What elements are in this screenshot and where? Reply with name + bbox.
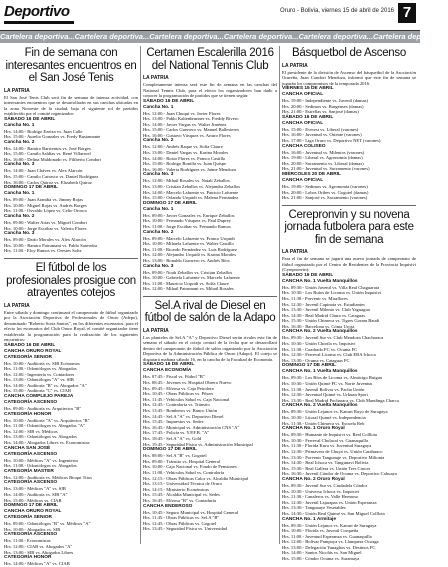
schedule-line: Hrs. 13:30.- Ocuma vs. Cataguas FC: [282, 357, 350, 363]
schedule-line: Hrs. 14:45.- Sel.A "A" vs. Deportivo Diesel: [143, 413, 224, 419]
schedule-line: Hrs. 10:00.- Médicos "A" vs. Ingenieros: [4, 457, 79, 463]
schedule-line: Hrs. 11:00.- Osvaldo López vs. Celio Orosco: [4, 208, 87, 214]
schedule-line: Hrs. 12:00.- Mihail Rosales vs. Natalí Zeballos: [143, 178, 230, 184]
schedule-line: Hrs. 09:00.- Juan Arandia vs. Jimmy Rojas: [4, 197, 83, 203]
schedule-line: Hrs. 13:00.- Delegación Yanaghos vs. Destinos FC: [282, 544, 376, 550]
schedule-line: Hrs. 14:00.- Auditoría vs. SIB "A": [4, 492, 68, 497]
schedule-line: Hrs. 20:00.- Sedimos vs. Burgenses (damas): [282, 103, 364, 109]
schedule-line: Hrs. 16:00.- Juventud vs. Oriente (varones): [282, 132, 362, 138]
schedule-line: Hrs. 10:00.- Jorge Escóbar vs. Valerio Flores: [4, 225, 87, 231]
schedule-line: Hrs. 11:00.- Jorge Escóbar vs. Fernando Ramos: [143, 224, 231, 229]
schedule-heading: SÁBADO 16 DE ABRIL: [4, 116, 56, 122]
schedule-heading: CANCHA No. 1 Armitaje: [282, 516, 337, 522]
schedule-line: Hrs. 14:30.- Real Ichoca vs. Tangunavi Bolivia: [282, 460, 369, 466]
article-intro: Completamente intensa será este fin de semana en las canchas del National Tennis Club, para el efecto los organizadores han dado a conocer la programación de partidos que se tienen según:: [143, 82, 277, 98]
schedule-line: Hrs. 16:00.- Juventud vs. Milenios (varones): [282, 149, 365, 155]
schedule-line: Hrs. 09:00.- Noah Zeballos vs. Cristian Zeballos: [143, 269, 233, 275]
schedule-line: Hrs. 10:45.- Obras Públicas vs. Pilsen: [143, 391, 213, 397]
schedule-line: Hrs. 10:30.- Litoral Quimé vs. Independencia: [282, 415, 366, 420]
article-headline: Certamen Escalerilla 2016 del National Tennis Club: [146, 47, 274, 72]
schedule-line: Hrs. 15:30.- Real Gallera vs. Unión Tres Cruces: [282, 465, 371, 471]
schedule-line: Hrs. 13:30.- Juvenil Milenio vs. Club Yaguagua: [282, 307, 370, 313]
schedule-heading: CANCHA No. 2 Vuelta Manquillos: [282, 403, 358, 409]
schedule-heading: CANCHA No. 2 Vuelta Manquillos: [282, 329, 358, 335]
schedule-line: Hrs. 11:00.- Eloy Ramos vs. Orestes Soliz: [4, 248, 82, 254]
schedule-heading: Cancha No. 1: [4, 191, 35, 197]
schedule-line: Hrs. 15:00.- Carlos Guerrero vs. Manuel Ballesteros: [143, 127, 240, 133]
schedule-heading: CATEGORÍA ASCENSO: [4, 400, 58, 406]
schedule-list: [282, 86, 416, 201]
schedule-line: Hrs. 08:00.- Sel.A "B" vs. Gogotel: [143, 453, 207, 459]
schedule-line: Hrs. 12:00.- CIAB vs. Abogados "A": [4, 543, 73, 549]
schedule-line: Hrs. 15:00.- Camilo Saldías vs. René Villarroel: [4, 151, 91, 157]
schedule-line: Hrs. 11:30.- Canaleros vs. Valle Hermoso: [282, 494, 359, 500]
article-intro: El San José Tenis Club será fin de semana de intensa actividad, con interesantes encuentros que se desarrollarán en sus canchas ubicadas en la zona Noroeste de la ciudad, bajo el siguiente rol de partidos establecido por el comité organizador:: [4, 94, 138, 116]
schedule-line: Hrs. 09:30.- Los Ríos de Licoma vs. Almácigo Ruigaa: [282, 375, 382, 381]
masthead: [0, 0, 420, 31]
schedule-line: Hrs. 10:30.- Universo Ichoca vs. Inquisivi: [282, 488, 360, 494]
schedule-heading: Cancha No. 1: [4, 122, 35, 128]
schedule-line: Hrs. 11:00.- Mauricio Urquidi vs. Sofía Claure: [143, 280, 229, 286]
article-divider: [4, 258, 138, 259]
schedule-list: [143, 362, 277, 531]
schedule-heading: Cancha No. 2: [143, 229, 174, 235]
schedule-line: Hrs. 09:30.- Unión Lejanos vs. Kanuri de Suragaya: [282, 522, 377, 528]
schedule-line: Hrs. 13:30.- Porvenir Tangunaje vs. Deportivo Milionia: [282, 454, 385, 460]
schedule-line: Hrs. 14:00.- Santos Nicolás vs. San Miguel: [282, 550, 362, 556]
article-headline: Cerepronvin y su novena jornada futbolera para este fin de semana: [284, 208, 414, 246]
schedule-line: Hrs. 10:30.- Los Ruíos de Licoma vs. Unión Inquisivi: [282, 290, 382, 296]
schedule-line: Hrs. 14:15.- Ministerio Económicas: [143, 486, 209, 492]
schedule-line: Hrs. 10:00.- Gabriela Lafuente vs. Marcelo Lafuente: [143, 275, 240, 281]
schedule-list: [4, 117, 138, 255]
article-headline: Básquetbol de Ascenso: [292, 47, 406, 59]
schedule-line: Hrs. 09:30.- Juvenil Sur vs. Ciudadela Cóndor: [282, 482, 368, 488]
schedule-line: Hrs. 12:00.- Ingeniería vs. Contadores: [4, 371, 75, 377]
schedule-line: Hrs. 14:00.- Marcelo Lafuente vs. Patricio Lafuente: [143, 189, 239, 195]
schedule-line: Hrs. 21:00.- Juventud vs. Sacramento (varones): [282, 166, 370, 172]
schedule-line: Hrs. 10:30.- Ferreval Cholacaí vs. Guanaquilla: [282, 437, 368, 443]
article-kicker: LA PATRIA: [4, 87, 30, 94]
schedule-line: Hrs. 15:30.- Unión Chimeca vs. Tigres Goram Baudi: [282, 318, 380, 324]
article-headline: Fin de semana con interesantes encuentros en el San José Tenis: [5, 47, 137, 84]
schedule-heading: CANCHA SAN JOSÉ: [4, 445, 51, 451]
schedule-heading: CATEGORÍA ASCENSO: [4, 532, 58, 538]
schedule-line: Hrs. 14:30.- Real Madrid Chura vs. Cataguas: [282, 312, 366, 318]
schedule-heading: DOMINGO 17 DE ABRIL: [143, 200, 197, 206]
schedule-line: Hrs. 09:30.- Juvenil Sur vs. Club Mendoza Chacharaca: [282, 335, 384, 341]
article-headline: El fútbol de los profesionales prosigue con atrayentes cotejos: [6, 262, 136, 299]
schedule-line: Hrs. 15:00.- Cóndor Ocuma vs. Suramaya: [282, 556, 360, 562]
schedule-line: Hrs. 11:30.- Juvenil Bolívar vs. Pacha Unión: [282, 386, 365, 392]
schedule-line: Hrs. 10:30.- Unión Quimé FC vs. Norte Juventus: [282, 381, 373, 387]
schedule-heading: DOMINGO 17 DE ABRIL: [4, 185, 58, 191]
schedule-line: Hrs. 14:30.- Unión Real Quimé vs. San Miguel Colllota: [282, 510, 385, 516]
schedule-line: Hrs. 15:45.- Impuestos vs. Sedes: [143, 419, 204, 425]
logo-underline: [4, 21, 74, 24]
schedule-line: Hrs. 11:00.- Juventud Esperanza vs. Guanaquilla: [282, 533, 372, 539]
schedule-line: Hrs. 09:00.- Auditoría vs. Arquitectos "B": [4, 406, 82, 412]
schedule-line: Hrs. 17:45.- Policía vs. Y.P.F.B. "A": [143, 430, 210, 436]
schedule-line: Hrs. 09:00.- Walter Arias vs. Miguel Condori: [4, 220, 88, 226]
schedule-heading: SÁBADO 16 DE ABRIL: [4, 342, 56, 348]
column-3: [282, 46, 416, 562]
schedule-heading: SÁBADO 16 DE ABRIL: [143, 98, 195, 104]
schedule-line: Hrs. 15:00.- Camilo Carrasco vs. Daniel Rodríguez: [4, 174, 99, 180]
schedule-line: Hrs. 11:45.- Vehículos Salud vs. Caja Nacional: [143, 396, 230, 402]
schedule-line: Hrs. 11:00.- Ricardo Fernández vs. Luis Rodríguez: [143, 246, 237, 252]
schedule-line: Hrs. 12:00.- Mihail Pairumani vs. Mihail Rosales: [143, 286, 234, 292]
schedule-line: Hrs. 12:30.- Juvenil Lajarapas vs. Unión Esperanza: [282, 499, 377, 505]
page-number: 7: [398, 3, 416, 23]
dateline: Oruro - Bolivia, viernes 15 de abril de 2016: [279, 8, 394, 14]
schedule-line: Hrs. 09:00.- Darío Morales vs. Alex Alarcón: [4, 237, 86, 243]
schedule-heading: DOMINGO 17 DE ABRIL: [143, 447, 197, 453]
schedule-line: Hrs. 10:00.- Florida vs. Juvenil Corqueña: [282, 528, 359, 534]
schedule-heading: DOMINGO 17 DE ABRIL: [4, 503, 58, 509]
article-futbol-profesionales: [4, 262, 138, 567]
schedule-heading: DOMINGO 17 DE ABRIL: [282, 363, 336, 369]
schedule-heading: CATEGORÍA ASCENSO: [4, 480, 58, 486]
schedule-line: Hrs. 13:00.- Odontólogos vs. Abogados: [4, 434, 77, 440]
schedule-heading: SÁBADO 16 DE ABRIL: [282, 114, 334, 120]
schedule-line: Hrs. 09:00.- Javier Gonzales vs. Enrique Zeballos: [143, 212, 235, 218]
schedule-heading: CATEGORÍA HONOR: [4, 555, 52, 561]
schedule-heading: MIÉRCOLES 20 DE ABRIL: [282, 171, 341, 177]
schedule-heading: CANCHA OFICIAL: [282, 92, 324, 97]
schedule-line: Hrs. 07:45.- Fiscal vs. Fútbol "B": [143, 374, 205, 380]
schedule-line: Hrs. 14:00.- Ramiro Barrientos vs. José Borges: [4, 145, 91, 151]
schedule-line: Hrs. 13:00.- Daniel Vargas vs. Karina Morales: [143, 150, 229, 156]
schedule-heading: SÁBADO 16 DE ABRIL: [282, 272, 334, 278]
schedule-line: Hrs. 09:30.- Humante de Inquisivi vs. Real Colllota: [282, 432, 377, 438]
schedule-line: Hrs. 13:00.- Cristian Zeballos vs. Alejandra Zeballos: [143, 184, 241, 190]
article-intro: Para el fin de semana se jugará una nueva jornada de campeonato de fútbol organizado por el Centro de Residentes de la Provincia Inquisivi (Cerepronvin):: [282, 256, 416, 273]
schedule-line: Hrs. 10:00.- Ramiro Pairumani vs. Pablo Saavedra: [4, 242, 98, 248]
schedule-line: Hrs. 13:00.- Ronaldo Guerrero vs. Andrés Ríos: [143, 257, 230, 263]
schedule-list: [282, 273, 416, 562]
schedule-heading: Cancha No. 2: [4, 139, 35, 145]
schedule-line: Hrs. 15:00.- Médicos vs. CIAB: [4, 497, 62, 503]
schedule-heading: Cancha No. 1: [143, 104, 174, 110]
schedule-line: Hrs. 10:30.- Unión Chorila vs. Inquisivi: [282, 341, 356, 347]
column-1: [4, 46, 138, 567]
schedule-heading: VIERNES 15 DE ABRIL: [282, 86, 334, 91]
schedule-heading: CATEGORÍA MASTER: [4, 468, 54, 474]
schedule-heading: CANCHA COMPLEJO PAREJA: [4, 394, 74, 400]
schedule-heading: Cancha No. 3: [143, 263, 174, 269]
schedule-heading: CATEGORÍA SENIOR: [4, 515, 52, 521]
schedule-heading: CATEGORÍA SENIOR: [4, 354, 52, 360]
article-kicker: LA PATRIA: [143, 75, 169, 81]
schedule-line: Hrs. 13:00.- Pablo Kaltenbrunner vs. Freddy Rivero: [143, 116, 239, 122]
schedule-line: Hrs. 13:00.- SIB vs. Abogados Libres: [4, 549, 74, 555]
column-rule: [140, 46, 141, 544]
schedule-line: Hrs. 17:00.- Liga Oruro vs. Deportivo NET (varones): [282, 137, 381, 143]
schedule-line: Hrs. 12:45.- Contraloría vs. Tránsito: [143, 402, 210, 408]
schedule-line: Hrs. 18:45.- Sel.A "A" vs. Gold: [143, 435, 202, 441]
schedule-line: Hrs. 16:00.- Delina Maldonado vs. Filiberto Condori: [4, 156, 102, 162]
article-kicker: LA PATRIA: [143, 327, 169, 334]
schedule-line: Hrs. 11:30.- Florida Kuru vs. Juventud Suragaya: [282, 443, 372, 449]
schedule-line: Hrs. 21:00.- Sanjosé vs. Sacramento (varones): [282, 195, 368, 201]
article-kicker: LA PATRIA: [4, 302, 30, 309]
article-intro: Entre sábado y domingo continuará el campeonato de fútbol organizado por la Asociación Deportiva de Profesionales de Oruro (Adepo), denominado "Roberto Soria Santos", en los diferentes escenarios, para el efecto los escenarios del Club Oruro Royal, el comité organizador tiene establecida la programación para la realización de los siguientes encuentros:: [4, 309, 138, 342]
column-2: [143, 46, 277, 546]
schedule-line: Hrs. 13:45.- Bomberos vs. Banco Unión: [143, 408, 218, 413]
schedule-line: Hrs. 11:30.- Porvenir vs. Miraflores: [282, 295, 348, 301]
schedule-heading: CANCHA ORURO ROYAL: [4, 509, 62, 515]
schedule-line: Hrs. 12:45.- Obras Públicas vs. Gogotel: [143, 520, 217, 526]
schedule-line: Hrs. 09:00.- Marcelo Lafuente vs. Franco Urquidi: [143, 235, 235, 241]
schedule-line: Hrs. 12:00.- Bolívar Pampoya vs. Llanquera Ocoaga: [282, 539, 379, 545]
schedule-line: Hrs. 12:00.- Alejandro Urquidi vs. Karina Morales: [143, 252, 237, 258]
schedule-line: Hrs. 15:00.- Everest vs. Liberal (varones): [282, 126, 359, 132]
schedule-line: Hrs. 14:00.- Médicos "A" vs. CIAB: [4, 561, 70, 567]
article-headline: Sel.A rival de Diesel en fútbol de salón de la Adapo: [144, 299, 276, 325]
article-san-jose-tenis: [4, 47, 138, 254]
schedule-heading: CATEGORÍA ASCENSO: [4, 451, 58, 457]
schedule-line: Hrs. 10:00.- Caja Nacional vs. Fondo de Pensiones: [143, 464, 237, 470]
article-national-tennis: [143, 47, 277, 292]
deportivo-logo: [4, 3, 74, 24]
schedule-heading: Cancha No. 2: [4, 214, 35, 220]
schedule-line: Hrs. 12:30.- Juventud Quimé vs. Urkuan Sport: [282, 392, 368, 398]
schedule-line: Hrs. 16:00.- Valeria Rodríguez vs. Jaime Mendoza: [143, 166, 236, 172]
schedule-line: Hrs. 20:00.- Sacramento vs. Liberal (damas): [282, 160, 364, 166]
schedule-heading: CANCHA No. 1 Vuelta Manquillos: [282, 278, 358, 284]
schedule-line: Hrs. 11:30.- Cuadrado FC vs. Ocuma FC: [282, 346, 358, 352]
schedule-heading: CANCHA COLISEO: [282, 143, 326, 149]
schedule-list: [143, 99, 277, 292]
schedule-line: Hrs. 19:00.- Liberal vs. Agronomía (damas): [282, 155, 363, 161]
schedule-line: Hrs. 15:00.- Orlando Urquidi vs. Malena Fernández: [143, 195, 239, 201]
article-adapo: [143, 300, 277, 532]
article-divider: [282, 205, 416, 206]
schedule-heading: CANCHA OFICIAL: [282, 177, 324, 183]
schedule-line: Hrs. 12:00.- Andrés Raque vs. Sofía Claure: [143, 144, 223, 150]
schedule-line: Hrs. 16:30.- Barcelona vs. Cóma Urcza: [282, 323, 355, 329]
article-divider: [143, 296, 277, 297]
schedule-line: Hrs. 14:00.- Rosio Flores vs. Franco Castillo: [143, 155, 226, 161]
schedule-line: Hrs. 13:00.- Odontólogos "A" vs. SIB: [4, 377, 74, 383]
column-rule: [279, 46, 280, 544]
schedule-line: Hrs. 14:00.- Abogados Libres vs. Economistas: [4, 440, 90, 446]
article-kicker: LA PATRIA: [282, 249, 308, 256]
schedule-list: [4, 343, 138, 567]
schedule-line: Hrs. 12:30.- Primavera de Chuya vs. Unión Carahuaco: [282, 448, 383, 454]
schedule-heading: CANCHA ECONOMÍA: [143, 368, 192, 374]
schedule-line: Hrs. 13:15.- Universidad Técnica de Oruro: [143, 481, 222, 487]
schedule-line: Hrs. 16:00.- Gustavo Vásquez vs. Arturo Flores: [143, 132, 231, 138]
schedule-line: Hrs. 16:00.- Carlos Quiroz vs. Elizabeth Quiroz: [4, 179, 92, 185]
schedule-heading: Cancha No. 3: [4, 162, 35, 168]
schedule-line: Hrs. 12:00.- SIB vs. Médicos: [4, 428, 58, 434]
schedule-line: Hrs. 15:00.- Auditoría "C" vs. CIAB: [4, 388, 72, 394]
schedule-line: Hrs. 11:00.- Odontólogos vs. Abogados "A": [4, 423, 85, 429]
schedule-line: Hrs. 12:30.- Ferreval Licoma vs. Club EBA Ichoca: [282, 352, 376, 358]
schedule-line: Hrs. 13:30.- Tangunaye Vesetables: [282, 505, 346, 511]
article-intro: Los planteles de Sel.A "A" y Deportivo Diesel serán rivales este fin de semana el sábado en el cotejo central de la fecha que se desarrollará dentro del campeonato de fútbol de salón organizado por la Asociación Deportiva de la Administración Pública de Oruro (Adapo). El cotejo se disputará mañana sábado 16, en la cancha de la Facultad de Economía.: [143, 334, 277, 362]
schedule-heading: CANCHA No. 1 Oruro Royal: [282, 426, 345, 432]
schedule-line: Hrs. 10:00.- Auditoría "A" vs. Arquitectos "B": [4, 417, 90, 423]
schedule-line: Hrs. 14:00.- Rodrigo Ezeiza vs. Juan Calle: [4, 128, 83, 134]
schedule-line: Hrs. 20:00.- Lobos Oribes vs. Gogotel (damas): [282, 189, 369, 195]
schedule-line: Hrs. 11:00.- Odontólogos vs. Abogados: [4, 463, 77, 469]
schedule-line: Hrs. 16:45.- Elfeosa "B" vs. Contaduría: [143, 497, 216, 503]
article-basquetbol: [282, 47, 416, 201]
schedule-line: Hrs. 09:45.- Elfeosa vs. Caja Petrolera: [143, 385, 214, 391]
schedule-heading: CATEGORÍA HONOR: [4, 411, 52, 417]
schedule-line: Hrs. 10:00.- Abogados vs. SIB: [4, 526, 61, 532]
schedule-line: Hrs. 09:30.- Unión Lejanos vs. Kanuri Ruyo de Suragaya: [282, 409, 388, 415]
schedule-line: Hrs. 12:30.- Juvenil Capinota vs. Estudiantes: [282, 301, 365, 307]
schedule-line: Hrs. 16:30.- Juvenil Cóndor de Ocuma vs. Deportivo Cohuaya: [282, 471, 397, 477]
schedule-line: Hrs. 15:00.- Rodrigo Bonilla vs. Juan Quispe: [143, 161, 227, 167]
section-band: Cartelera deportiva...Cartelera deportiva...Cartelera deportiva...Cartelera deportiva...Cartelera deportiva...Cartelera deportiva...: [0, 32, 448, 41]
schedule-heading: CANCHA No. 2 Oruro Royal: [282, 476, 345, 482]
schedule-line: Hrs. 12:00.- Juan Chuquí vs. Javier Flores: [143, 110, 221, 116]
schedule-line: Hrs. 13:45.- Seguridad Física vs. Universidad: [143, 526, 227, 532]
schedule-heading: CANCHA No. 1 Vuelta Manquillos: [282, 369, 358, 375]
schedule-line: Hrs. 11:00.- Vehículos Salud vs. Contraloría: [143, 469, 225, 475]
schedule-heading: CANCHA ORURO ROYAL: [4, 348, 62, 354]
schedule-line: Hrs. 09:30.- Unión Juvenil vs. Villa Real Chaguarata: [282, 284, 380, 290]
schedule-heading: CANCHA ENDEROSO: [143, 503, 193, 509]
logo-text: Deportivo: [4, 3, 70, 20]
schedule-heading: CANCHA OFICIAL: [282, 120, 324, 126]
schedule-line: Hrs. 11:00.- Economistas: [4, 538, 51, 544]
schedule-line: Hrs. 10:00.- Auditoría vs. SIB Ecónomos: [4, 360, 80, 366]
schedule-line: Hrs. 14:00.- Javier Vargas vs. Walter Jiménez: [143, 121, 227, 127]
schedule-line: Hrs. 09:00.- Odontólogos "B" vs. Médicos "A": [4, 521, 91, 527]
schedule-line: Hrs. 15:45.- Alcaldía Municipal vs. Sedes: [143, 492, 220, 498]
schedule-heading: Cancha No. 2: [143, 138, 174, 144]
schedule-line: Hrs. 19:00.- Independiente vs. Juvenil (damas): [282, 98, 368, 103]
schedule-line: Hrs. 10:00.- Mihaela Lafuente vs. Walter Castillo: [143, 241, 234, 247]
schedule-line: Hrs. 08:45.- Jóvenes vs. Hospital Obrero Nuevo: [143, 380, 232, 386]
schedule-line: Hrs. 11:30.- Unión Chimeca vs. Escuela Reb: [282, 420, 365, 426]
schedule-line: Hrs. 19:45.- Seguridad Física vs. Administración Municipal: [143, 441, 253, 447]
schedule-line: Hrs. 10:00.- Miguel Rojas vs. Andrés Borges: [4, 202, 87, 208]
schedule-line: Hrs. 19:00.- Sedimos vs. Agronomía (varones): [282, 183, 368, 189]
schedule-heading: SÁBADO 16 DE ABRIL: [143, 362, 195, 368]
article-intro: El presidente de la división de Ascenso del básquetbol de la Asociación Orureña, Juan Condori Mendoza, informó que este fin de semana se jugarán los compromisos de la temporada 2016.: [282, 69, 416, 86]
article-cerepronvin: [282, 209, 416, 562]
schedule-heading: Cancha No. 1: [143, 206, 174, 212]
schedule-line: Hrs. 10:45.- Seguro Municipal vs. Hospital General: [143, 509, 239, 515]
schedule-line: Hrs. 16:45.- Municipal vs. Administración CNS "A": [143, 424, 240, 430]
schedule-line: Hrs. 12:00.- Auditoría vs. Médicos Bioqui Titos: [4, 474, 92, 480]
schedule-heading: Cancha No. 3: [4, 231, 35, 237]
schedule-line: Hrs. 15:00.- Aurelio Gonzales vs. Fredy Bustamante: [4, 134, 101, 140]
article-kicker: LA PATRIA: [282, 62, 308, 69]
schedule-line: Hrs. 11:00.- Odontólogos vs. Abogados: [4, 366, 77, 372]
schedule-line: Hrs. 13:00.- Médicos "A" vs. SIB: [4, 486, 66, 492]
schedule-line: Hrs. 09:00.- Tránsito vs. Hospital General: [143, 458, 221, 464]
schedule-line: Hrs. 11:45.- Obras Públicas vs. Sel.A "B": [143, 515, 220, 521]
schedule-line: Hrs. 10:00.- Fernando Vásquez vs. Paul Duprey: [143, 218, 232, 224]
schedule-line: Hrs. 14:00.- Juan Chávez vs. Alex Alarcón: [4, 168, 83, 174]
schedule-line: Hrs. 21:00.- Estrellas vs. Sanjosé (damas): [282, 109, 359, 115]
schedule-line: Hrs. 12:15.- Obras Públicas Calor vs. Alcaldía Municipal: [143, 475, 249, 481]
schedule-line: Hrs. 14:00.- Auditoría "B" vs. Abogados "A": [4, 382, 87, 388]
schedule-heading: Cancha No. 3: [143, 172, 174, 178]
schedule-line: Hrs. 13:30.- Real Madrid Pocharaca vs. Club Mandinga Charca: [282, 397, 399, 403]
